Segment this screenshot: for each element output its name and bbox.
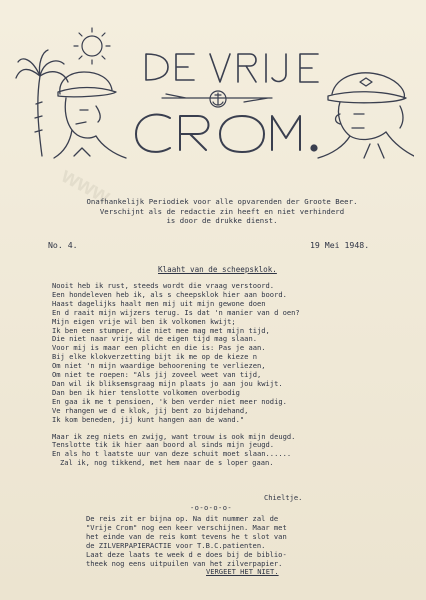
poem-line: Ik kom beneden, jij kunt hangen aan de wand." <box>52 414 245 424</box>
poem-line: Bij elke klokverzetting bijt ik me op de kieze n <box>52 352 257 362</box>
masthead-wordmark-bottom <box>14 6 15 7</box>
poem-line: Een hondeleven heb ik, als s cheepsklok hier aan boord. <box>52 289 287 299</box>
intro-block <box>52 197 392 226</box>
closing-line: de ZILVERPAPIERACTIE voor T.B.C.patienten. <box>86 540 266 550</box>
closing-reminder: VERGEET HET NIET. <box>206 567 279 577</box>
intro-line: is door de drukke dienst. <box>166 216 278 225</box>
intro-line: Verschijnt als de redactie zin heeft en niet verhinderd <box>99 206 345 216</box>
closing-line: De reis zit er bijna op. Na dit nummer zal de <box>86 514 279 523</box>
poem-line: En gaa ik me t pensioen, 'k ben verder niet meer nodig. <box>52 396 287 406</box>
svg-text:www: www <box>57 162 115 209</box>
closing-line: Laat deze laats te week d e does bij de biblio- <box>86 549 287 559</box>
poem-line: Dan ben ik hier tenslotte volkomen overbodig <box>52 387 240 397</box>
poem-line: En d raait mijn wijzers terug. Is dat 'n manier van d oen? <box>52 307 300 317</box>
poem-line: Nooit heb ik rust, steeds wordt die vraag verstoord. <box>52 281 275 290</box>
poem-line: Ik ben een stumper, die niet mee mag met mijn tijd, <box>52 325 270 335</box>
masthead-lettering-top <box>146 54 318 82</box>
masthead-illustration <box>14 6 414 166</box>
poem-line: Zal ik, nog tikkend, met hem naar de s loper gaan. <box>60 458 274 468</box>
closing-line: "Vrije Crom" nog een keer verschijnen. Maar met <box>86 522 287 532</box>
poem-line: Tenslotte tik ik hier aan boord al sinds mijn jeugd. <box>52 440 275 450</box>
masthead-drawing <box>14 6 414 166</box>
palm-tree-icon <box>16 50 68 156</box>
closing-line: theek nog eens uitpuilen van het zilverpapier. <box>86 558 283 568</box>
issue-number: No. 4. <box>48 240 78 250</box>
poem-line: Haast dagelijks haalt men mij uit mijn gewone doen <box>52 298 266 308</box>
poem-title: Klaaht van de scheepsklok. <box>158 265 277 274</box>
anchor-emblem-icon <box>162 91 272 107</box>
poem-line: Voor mij is maar een plicht en die is: Pas je aan. <box>52 343 266 353</box>
poem-line: Om niet 'n mijn waardige behoorening te verliezen, <box>52 361 266 371</box>
poem-line: Maar ik zeg niets en zwijg, want trouw is ook mijn deugd. <box>52 431 296 441</box>
poem-line: Dan wil ik bliksemsgraag mijn plaats jo aan jou kwijt. <box>52 378 283 388</box>
poem-line: Ve rhangen we d e klok, jij bent zo bijdehand, <box>52 405 249 415</box>
officer-figure-right <box>318 73 414 158</box>
sun-icon <box>74 28 110 64</box>
sailor-figure-left <box>54 72 126 158</box>
closing-line: het einde van de reis komt tevens he t slot van <box>86 531 287 541</box>
poem-body <box>52 282 382 468</box>
masthead-lettering-bottom <box>136 115 317 152</box>
closing-notice <box>86 515 366 577</box>
intro-line: Onafhankelijk Periodiek voor alle opvarenden der Groote Beer. <box>86 197 358 206</box>
poem-line: Mijn eigen vrije wil ben ik volkomen kwijt; <box>52 316 236 326</box>
signature: Chieltje. <box>264 493 303 502</box>
poem-line: En als ho t laatste uur van deze schuit moet slaan...... <box>52 449 292 459</box>
section-divider: -o-o-o-o- <box>190 503 233 512</box>
poem-line: Om niet te roepen: "Als jij zoveel weet van tijd, <box>52 370 262 380</box>
issue-date: 19 Mei 1948. <box>310 240 370 250</box>
poem-line: Die niet naar vrije wil de eigen tijd mag slaan. <box>52 334 257 344</box>
